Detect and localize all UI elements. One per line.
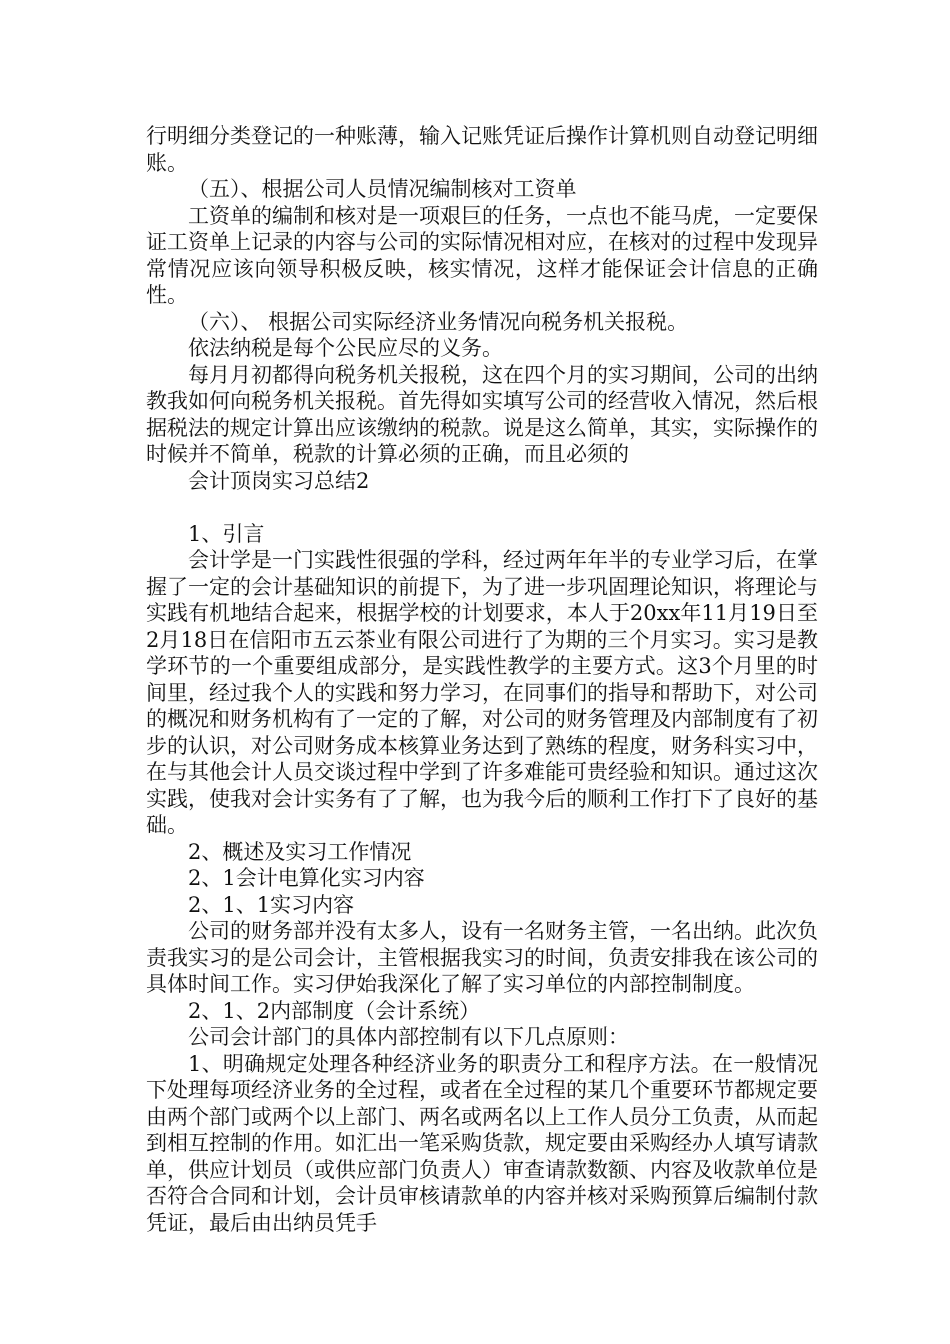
paragraph-principle-1: 1、明确规定处理各种经济业务的职责分工和程序方法。在一般情况下处理每项经济业务的全过程，或者在全过程的某几个重要环节都规定要由两个部门或两个以上部门、两名或两名以上工作人员分工负责，从而起到相互控制的作用。如汇出一笔采购货款，规定要由采购经办人填写请款单，供应计划员（或供应部门负责人）审查请款数额、内容及收款单位是否符合合同和计划，会计员审核请款单的内容并核对采购预算后编制付款凭证，最后由出纳员凭手 <box>146 1051 818 1235</box>
paragraph-payroll: 工资单的编制和核对是一项艰巨的任务，一点也不能马虎，一定要保证工资单上记录的内容与公司的实际情况相对应，在核对的过程中发现异常情况应该向领导积极反映，核实情况，这样才能保证会计信息的正确性。 <box>146 203 818 307</box>
section-heading-2-1-1: 2、1、1实习内容 <box>188 892 355 917</box>
paragraph-tax-filing: 每月月初都得向税务机关报税，这在四个月的实习期间，公司的出纳教我如何向税务机关报税。首先得如实填写公司的经营收入情况，然后根据税法的规定计算出应该缴纳的税款。说是这么简单，其实，实际操作的时候并不简单，税款的计算必须的正确，而且必须的 <box>146 362 818 466</box>
paragraph-intro: 会计学是一门实践性很强的学科，经过两年年半的专业学习后，在掌握了一定的会计基础知识的前提下，为了进一步巩固理论知识，将理论与实践有机地结合起来，根据学校的计划要求，本人于20xx年11月19日至2月18日在信阳市五云茶业有限公司进行了为期的三个月实习。实习是教学环节的一个重要组成部分，是实践性教学的主要方式。这3个月里的时间里，经过我个人的实践和努力学习，在同事们的指导和帮助下，对公司的概况和财务机构有了一定的了解，对公司的财务管理及内部制度有了初步的认识，对公司财务成本核算业务达到了熟练的程度，财务科实习中，在与其他会计人员交谈过程中学到了许多难能可贵经验和知识。通过这次实践，使我对会计实务有了了解，也为我今后的顺利工作打下了良好的基础。 <box>146 548 818 837</box>
paragraph-control-principles: 公司会计部门的具体内部控制有以下几点原则： <box>188 1025 629 1049</box>
paragraph-continuation: 行明细分类登记的一种账薄，输入记账凭证后操作计算机则自动登记明细账。 <box>146 124 818 175</box>
section-heading-5: （五）、根据公司人员情况编制核对工资单 <box>188 177 577 201</box>
paragraph-tax-duty: 依法纳税是每个公民应尽的义务。 <box>188 336 503 360</box>
paragraph-finance-dept: 公司的财务部并没有太多人，设有一名财务主管，一名出纳。此次负责我实习的是公司会计，主管根据我实习的时间，负责安排我在该公司的具体时间工作。实习伊始我深化了解了实习单位的内部控制制度。 <box>146 919 818 996</box>
section-heading-2-1-2: 2、1、2内部制度（会计系统） <box>188 998 481 1023</box>
section-heading-intro: 1、引言 <box>188 521 265 546</box>
section-heading-6: （六）、 根据公司实际经济业务情况向税务机关报税。 <box>188 309 689 334</box>
document-page <box>146 123 818 1236</box>
document-title: 会计顶岗实习总结2 <box>188 468 370 493</box>
section-heading-overview: 2、概述及实习工作情况 <box>188 839 412 864</box>
section-heading-2-1: 2、1会计电算化实习内容 <box>188 866 425 890</box>
